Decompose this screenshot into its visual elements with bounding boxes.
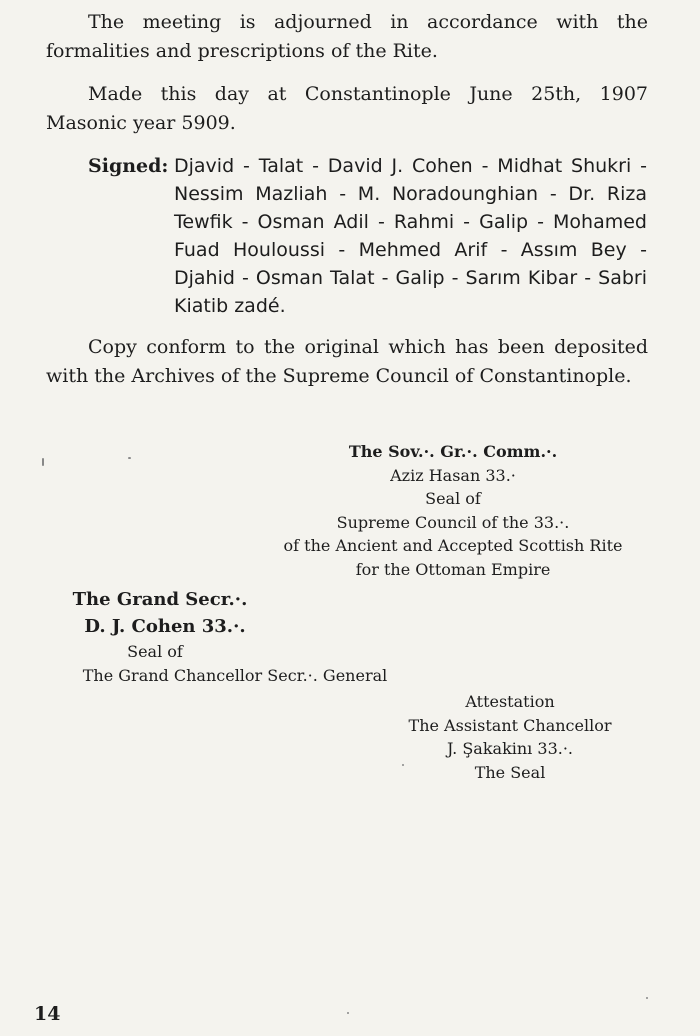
paragraph-made-this-day: Made this day at Constantinople June 25th, 1907 Masonic year 5909. — [46, 83, 648, 134]
page-number: 14 — [34, 1003, 61, 1025]
attestation-name: J. Şakakinı 33.·. — [446, 739, 573, 758]
sovereign-commander-block — [250, 440, 656, 581]
grand-secretary-seal-label: Seal of — [127, 642, 183, 661]
sovereign-council-line: Supreme Council of the 33.·. — [336, 512, 570, 532]
grand-secretary-name: D. J. Cohen 33.·. — [84, 616, 246, 637]
attestation-seal: The Seal — [474, 762, 546, 782]
scan-speck — [42, 458, 44, 466]
grand-secretary-office: The Grand Chancellor Secr.·. General — [82, 665, 388, 685]
attestation-role: The Assistant Chancellor — [408, 715, 612, 735]
sovereign-rite-line: of the Ancient and Accepted Scottish Rite — [283, 536, 623, 555]
paragraph-adjourned: The meeting is adjourned in accordance with the formalities and prescriptions of the Rite. — [46, 11, 648, 62]
sovereign-seal-label: Seal of — [425, 489, 481, 508]
scan-speck — [128, 457, 131, 459]
scan-speck — [646, 997, 648, 999]
sovereign-empire-line: for the Ottoman Empire — [355, 559, 551, 579]
sovereign-title: The Sov.·. Gr.·. Comm.·. — [348, 442, 558, 461]
grand-secretary-block — [40, 586, 430, 687]
signatories-list: Djavid - Talat - David J. Cohen - Midhat Shukri - Nessim Mazliah - M. Noradounghian - Dr. Riza Tewfik - Osman Adil - Rahmi - Galip - Mohamed Fuad Houloussi - Mehmed Arif - Assım Bey - Djahid - Osman Talat - Galip - Sarım Kibar - Sabri Kiatib zadé. — [174, 155, 647, 317]
attestation-title: Attestation — [465, 692, 555, 711]
grand-secretary-title: The Grand Secr.·. — [72, 589, 248, 610]
scan-speck — [402, 764, 404, 766]
signed-label: Signed: — [88, 155, 169, 177]
attestation-block — [386, 690, 634, 784]
paragraph-copy-conform: Copy conform to the original which has been deposited with the Archives of the Supreme Council of Constantinople. — [46, 336, 648, 387]
sovereign-name: Aziz Hasan 33.· — [390, 465, 516, 485]
scan-speck — [347, 1012, 349, 1014]
